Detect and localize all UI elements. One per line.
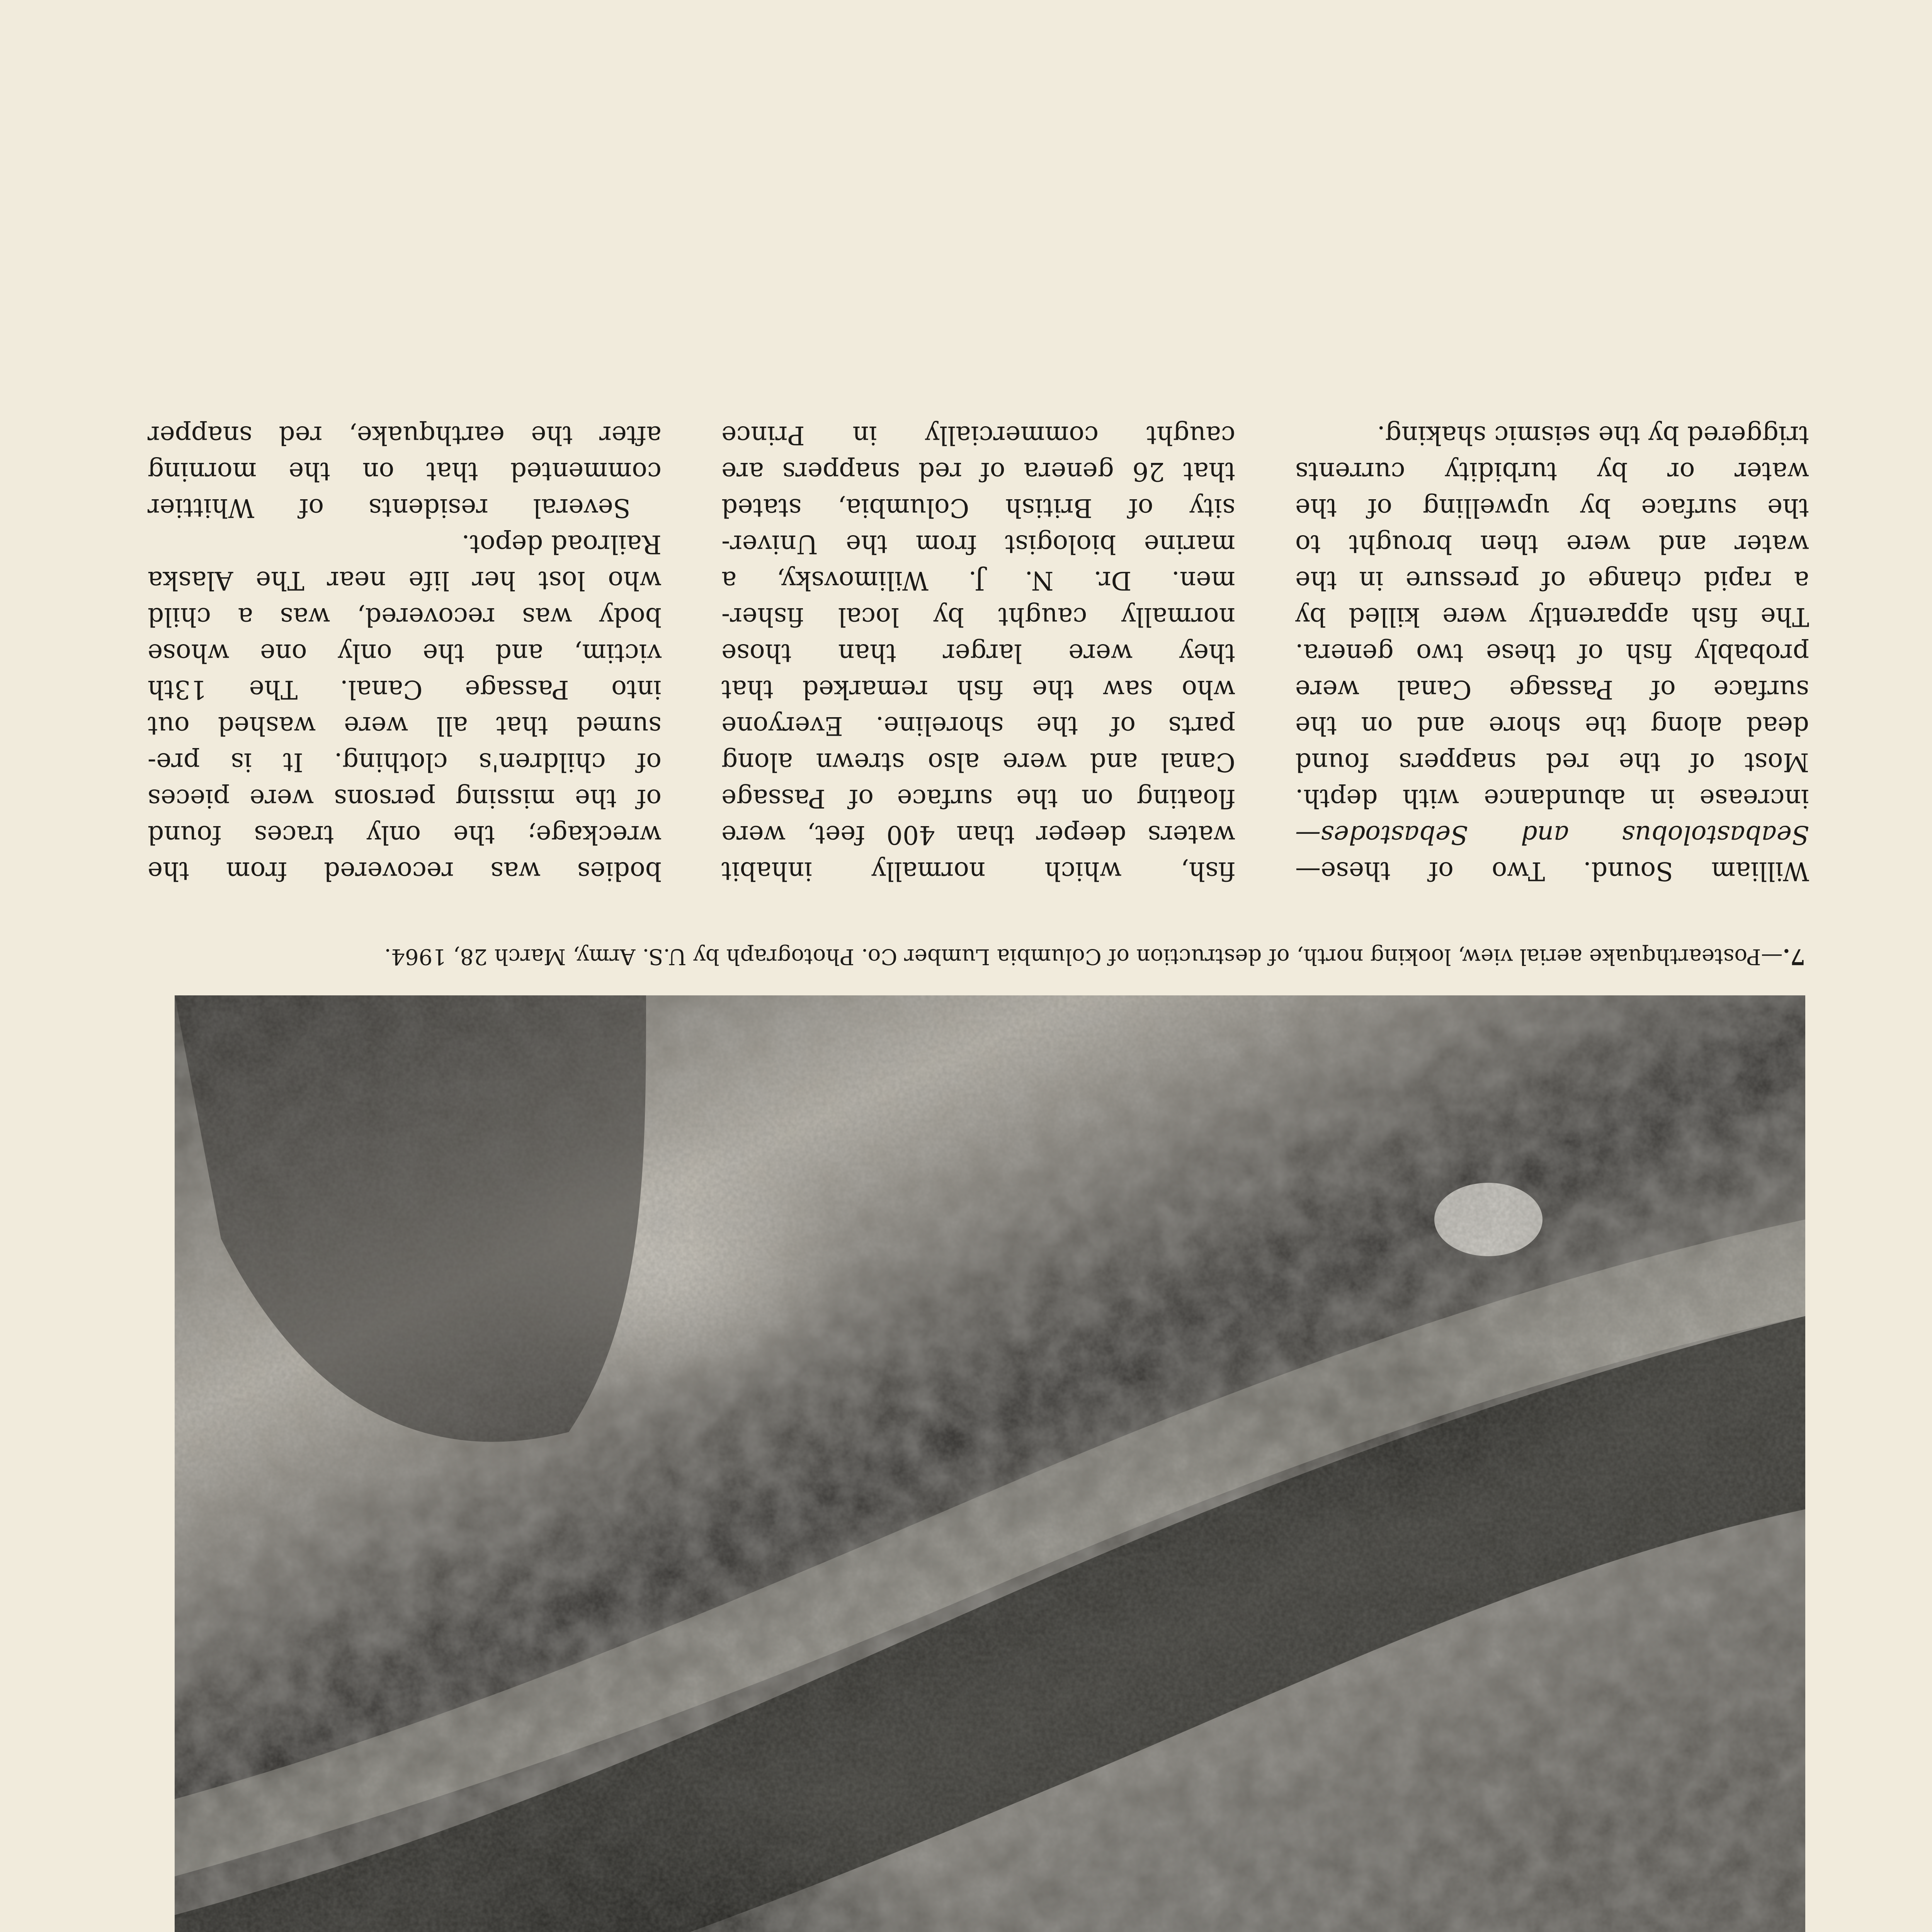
text-line: marine biologist from the Univer-: [721, 529, 1235, 559]
text-line: men. Dr. N. J. Wilimovsky, a: [721, 566, 1235, 595]
text-line: Canal and were also strewn along: [721, 747, 1235, 777]
body-text: [148, 271, 1809, 889]
text-line: parts of the shoreline. Everyone: [721, 711, 1235, 741]
text-line: into Passage Canal. The 13th: [148, 675, 662, 704]
text-line: who lost her life near The Alaska: [148, 566, 662, 595]
text-column-left: [1295, 271, 1809, 889]
aerial-photograph: [175, 995, 1805, 1932]
text-line: floating on the surface of Passage: [721, 784, 1235, 813]
text-line: who saw the fish remarked that: [721, 675, 1235, 704]
text-line: normally caught by local fisher-: [721, 602, 1235, 632]
text-line: Railroad depot.: [461, 529, 662, 559]
text-line: sity of British Columbia, stated: [721, 493, 1235, 523]
text-line: dead along the shore and on the: [1295, 711, 1809, 741]
text-line: Several residents of Whittier: [148, 493, 631, 523]
text-line: fish, which normally inhabit: [721, 856, 1235, 886]
text-line: of the missing persons were pieces: [148, 784, 662, 813]
text-line: triggered by the seismic shaking.: [1377, 420, 1809, 450]
text-line: victim, and the only one whose: [148, 638, 662, 668]
text-line: caught commercially in Prince: [721, 420, 1235, 450]
text-line: bodies was recovered from the: [148, 856, 662, 886]
text-line: Most of the red snappers found: [1295, 747, 1809, 777]
text-line: body was recovered, was a child: [148, 602, 662, 632]
text-line: The fish apparently were killed by: [1295, 602, 1809, 632]
text-line: the surface by upwelling of the: [1295, 493, 1809, 523]
text-line: Seabastolobus and Sebastodes—: [1295, 820, 1809, 850]
text-line: of children's clothing. It is pre-: [148, 747, 662, 777]
text-line: William Sound. Two of these—: [1295, 856, 1809, 886]
text-line: wreckage; the only traces found: [148, 820, 662, 850]
text-line: water or by turbidity currents: [1295, 457, 1809, 486]
photo-texture: [175, 995, 1805, 1932]
text-line: water and were then brought to: [1295, 529, 1809, 559]
text-line: after the earthquake, red snapper: [148, 420, 662, 450]
text-line: surface of Passage Canal were: [1295, 675, 1809, 704]
text-line: waters deeper than 400 feet, were: [721, 820, 1235, 850]
text-line: a rapid change of pressure in the: [1295, 566, 1809, 595]
text-line: increase in abundance with depth.: [1295, 784, 1809, 813]
text-line: commented that on the morning: [148, 457, 662, 486]
text-line: sumed that all were washed out: [148, 711, 662, 741]
text-line: that 26 genera of red snappers are: [721, 457, 1235, 486]
figure-caption-text: —Postearthquake aerial view, looking north, of destruction of Columbia Lumber Co. Photograph by U.S. Army, March 28, 1964.: [384, 944, 1783, 969]
figure-caption: [175, 943, 1805, 970]
text-column-right: [148, 271, 662, 889]
text-column-middle: [721, 271, 1235, 889]
figure-number: 7.: [1782, 944, 1805, 969]
text-line: probably fish of these two genera.: [1295, 638, 1809, 668]
text-line: they were larger than those: [721, 638, 1235, 668]
